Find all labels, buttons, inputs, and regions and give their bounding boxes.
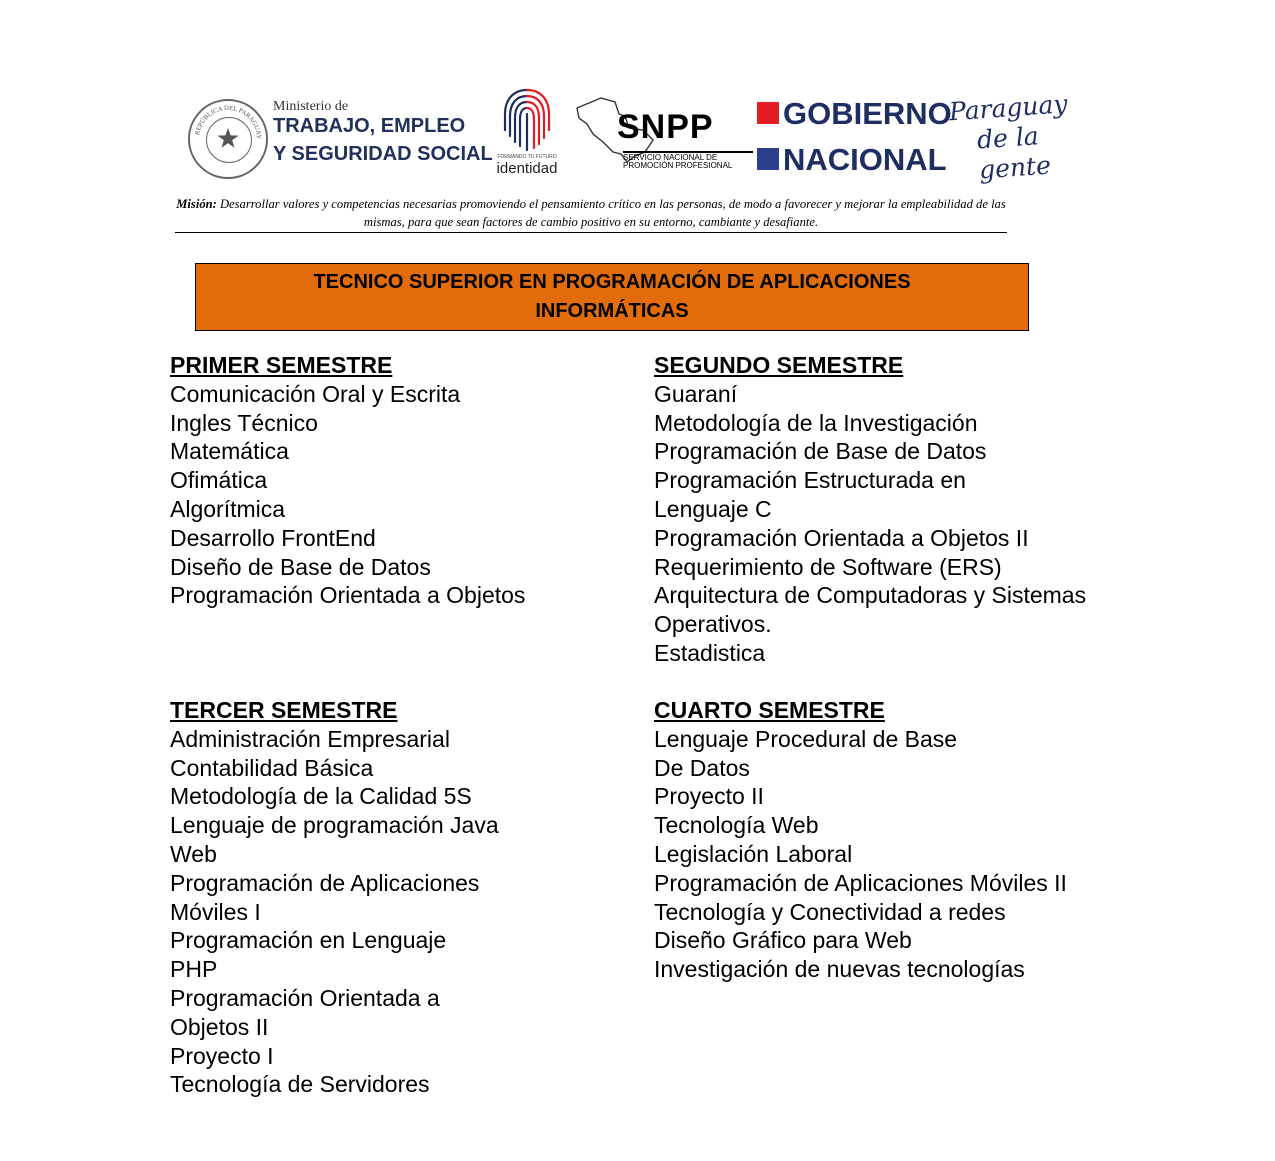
subject-item: Legislación Laboral	[654, 840, 853, 867]
subject-item: Lenguaje de programación Java	[170, 812, 499, 839]
program-title: TECNICO SUPERIOR EN PROGRAMACIÓN DE APLICACIONES INFORMÁTICAS	[313, 271, 911, 322]
ministry-line2: TRABAJO, EMPLEO	[273, 115, 466, 137]
subject-item: Lenguaje Procedural de Base	[654, 725, 958, 752]
subject-item: Tecnología y Conectividad a redes	[654, 898, 1006, 925]
snpp-logo	[573, 94, 743, 174]
subject-item: Matemática	[170, 438, 289, 465]
subject-item: Desarrollo FrontEnd	[170, 524, 376, 551]
subject-item: Tecnología de Servidores	[170, 1071, 430, 1098]
paraguay-seal-logo	[188, 99, 268, 179]
semester-heading: SEGUNDO SEMESTRE	[654, 352, 904, 378]
semester-3	[170, 696, 499, 1099]
identidad-label: identidad	[496, 160, 558, 177]
subject-item: Proyecto II	[654, 783, 764, 810]
identidad-tagline: FORMANDO TU FUTURO	[497, 154, 557, 160]
snpp-sub1: SERVICIO NACIONAL DE	[623, 153, 718, 162]
subject-item: Estadistica	[654, 639, 766, 666]
subject-item: Administración Empresarial	[170, 725, 450, 752]
subject-item: Investigación de nuevas tecnologías	[654, 956, 1025, 983]
subject-item: Programación Estructurada en	[654, 467, 966, 494]
snpp-subtitle	[623, 151, 753, 171]
mission-label: Misión:	[176, 197, 217, 211]
gobierno-line1: GOBIERNO	[783, 96, 952, 131]
mission-text: Desarrollar valores y competencias necesarias promoviendo el pensamiento crítico en las personas, de modo a favorecer y mejorar la empleabilidad de las mismas, para que sean factores de cambio positivo en su entorno, cambiante y desafiante.	[216, 197, 1006, 229]
identidad-logo	[495, 86, 559, 180]
blue-square-icon	[757, 148, 779, 170]
red-square-icon	[757, 102, 779, 124]
subject-item: Programación de Aplicaciones Móviles II	[654, 869, 1067, 896]
paraguay-line1: Paraguay	[948, 89, 1069, 127]
subject-item: Web	[170, 840, 217, 867]
subject-item: Programación Orientada a Objetos II	[654, 524, 1029, 551]
gobierno-line2: NACIONAL	[783, 142, 947, 177]
subject-item: Programación de Base de Datos	[654, 438, 987, 465]
subject-item: Programación en Lenguaje	[170, 927, 447, 954]
subject-item: Objetos II	[170, 1013, 269, 1040]
subject-item: Guaraní	[654, 380, 738, 407]
fingerprint-icon	[501, 86, 553, 152]
seal-inner-ring	[206, 117, 252, 163]
semester-2	[654, 351, 1086, 668]
subject-item: Lenguaje C	[654, 495, 772, 522]
subject-list	[654, 380, 1086, 668]
seal-ring-text: REPÚBLICA DEL PARAGUAY	[194, 104, 263, 140]
subject-item: Tecnología Web	[654, 812, 819, 839]
subject-list	[170, 380, 525, 610]
snpp-name: SNPP	[617, 108, 714, 146]
subject-item: Proyecto I	[170, 1042, 274, 1069]
paraguay-de-la-gente-logo	[948, 87, 1108, 188]
mission-statement	[175, 195, 1007, 231]
subject-item: Programación de Aplicaciones	[170, 869, 480, 896]
subject-list	[170, 725, 499, 1099]
subject-item: Requerimiento de Software (ERS)	[654, 553, 1002, 580]
subject-item: Móviles I	[170, 898, 261, 925]
subject-item: Comunicación Oral y Escrita	[170, 380, 461, 407]
ministry-line1: Ministerio de	[273, 99, 349, 114]
subject-item: De Datos	[654, 754, 750, 781]
subject-item: Contabilidad Básica	[170, 754, 374, 781]
subject-item: Metodología de la Investigación	[654, 409, 978, 436]
program-title-banner	[195, 263, 1029, 331]
mission-divider	[175, 232, 1007, 233]
subject-item: PHP	[170, 956, 218, 983]
subject-item: Algorítmica	[170, 495, 286, 522]
subject-item: Arquitectura de Computadoras y Sistemas	[654, 582, 1087, 609]
subject-item: Programación Orientada a Objetos	[170, 582, 526, 609]
subject-item: Diseño de Base de Datos	[170, 553, 431, 580]
subject-item: Metodología de la Calidad 5S	[170, 783, 472, 810]
subject-item: Programación Orientada a	[170, 984, 440, 1011]
ministry-line3: Y SEGURIDAD SOCIAL	[273, 143, 493, 165]
semester-heading: CUARTO SEMESTRE	[654, 697, 885, 723]
semester-4	[654, 696, 1067, 984]
subject-list	[654, 725, 1067, 984]
subject-item: Ingles Técnico	[170, 409, 318, 436]
subject-item: Diseño Gráfico para Web	[654, 927, 912, 954]
header-logos	[185, 84, 1105, 184]
semester-heading: PRIMER SEMESTRE	[170, 352, 393, 378]
paraguay-line2: de la gente	[976, 121, 1052, 185]
snpp-sub2: PROMOCIÓN PROFESIONAL	[623, 161, 733, 171]
subject-item: Operativos.	[654, 611, 772, 638]
subject-item: Ofimática	[170, 467, 268, 494]
semester-heading: TERCER SEMESTRE	[170, 697, 398, 723]
ministry-logo	[273, 100, 493, 164]
semester-1	[170, 351, 525, 610]
